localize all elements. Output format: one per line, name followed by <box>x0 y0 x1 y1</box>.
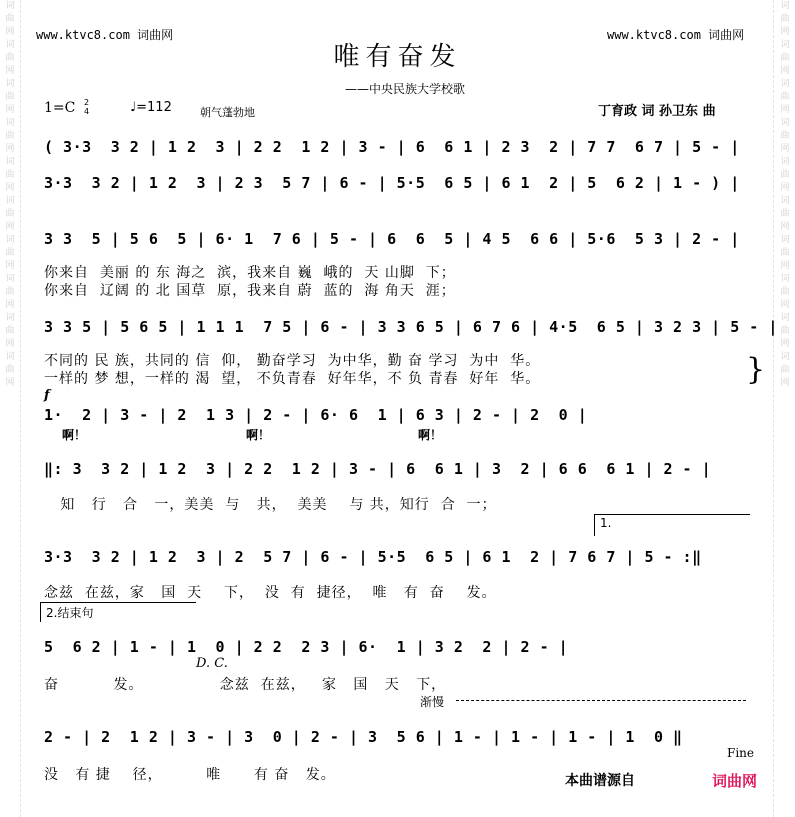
interjection-1: 啊！ <box>62 428 87 442</box>
volta-1-bracket-side <box>594 514 595 536</box>
da-capo-marking: D. C. <box>196 656 228 671</box>
watermark-left: 词曲网词曲网词曲网词曲网词曲网词曲网词曲网词曲网词曲网词曲网 <box>5 1 15 388</box>
fine-marking: Fine <box>727 746 754 760</box>
lyric-line-4b: 一样的 梦 想，一样的 渴 望， 不负青春 好年华，不 负 青春 好年 华。 <box>44 371 541 387</box>
notation-line-6: ‖: 3 3 2 | 1 2 3 | 2 2 1 2 | 3 - | 6 6 1 | 3 2 | 6 6 6 1 | 2 - | <box>44 460 712 478</box>
notation-line-8: 5 6 2 | 1 - | 1 0 | 2 2 2 3 | 6· 1 | 3 2 2 | 2 - | <box>44 638 569 656</box>
key-signature: 1=C <box>44 100 76 116</box>
lyric-line-3a: 你来自 美丽 的 东 海之 滨，我来自 巍 峨的 天 山脚 下； <box>44 265 456 281</box>
notation-line-9: 2 - | 2 1 2 | 3 - | 3 0 | 2 - | 3 5 6 | 1 - | 1 - | 1 - | 1 0 ‖ <box>44 728 683 746</box>
song-subtitle: ——中央民族大学校歌 <box>345 82 466 96</box>
lyric-line-4a: 不同的 民 族，共同的 信 仰， 勤奋学习 为中华，勤 奋 学习 为中 华。 <box>44 353 541 369</box>
notation-line-7: 3·3 3 2 | 1 2 3 | 2 5 7 | 6 - | 5·5 6 5 | 6 1 2 | 7 6 7 | 5 - :‖ <box>44 548 702 566</box>
volta-1-bracket <box>594 514 750 515</box>
dynamic-forte: f <box>44 388 50 403</box>
site-name: 词曲网 <box>708 28 745 42</box>
volta-1-label: 1. <box>600 516 612 530</box>
credits: 丁育政 词 孙卫东 曲 <box>598 104 716 119</box>
verse-brace: } <box>746 352 766 387</box>
lyric-line-7: 念兹 在兹，家 国 天 下， 没 有 捷径， 唯 有 奋 发。 <box>44 585 497 601</box>
notation-line-1: ( 3·3 3 2 | 1 2 3 | 2 2 1 2 | 3 - | 6 6 1 | 2 3 2 | 7 7 6 7 | 5 - | <box>44 138 740 156</box>
time-bottom: 4 <box>84 107 90 116</box>
margin-rule-right <box>773 0 774 817</box>
notation-line-5: 1· 2 | 3 - | 2 1 3 | 2 - | 6· 6 1 | 6 3 | 2 - | 2 0 | <box>44 406 588 424</box>
time-signature <box>84 98 89 116</box>
lyric-line-3b: 你来自 辽阔 的 北 国草 原，我来自 蔚 蓝的 海 角天 涯； <box>44 283 456 299</box>
brand-logo-text[interactable]: 词曲网 <box>712 772 758 790</box>
source-label: 本曲谱源自 <box>565 773 635 789</box>
lyric-line-6: 知 行 合 一，美美 与 共， 美美 与 共，知行 合 一； <box>44 497 497 513</box>
volta-2-label: 2.结束句 <box>46 606 94 620</box>
notation-line-4: 3 3 5 | 5 6 5 | 1 1 1 7 5 | 6 - | 3 3 6 5 | 6 7 6 | 4·5 6 5 | 3 2 3 | 5 - | <box>44 318 778 336</box>
ritardando-marking: 渐慢 <box>420 695 445 709</box>
lyric-line-8: 奋 发。 念兹 在兹， 家 国 天 下， <box>44 677 447 693</box>
margin-rule-left <box>20 0 21 817</box>
expression-marking: 朝气蓬勃地 <box>200 106 255 119</box>
ritardando-line <box>456 700 746 701</box>
site-name: 词曲网 <box>137 28 174 42</box>
interjection-2: 啊！ <box>246 428 271 442</box>
interjection-3: 啊！ <box>418 428 443 442</box>
volta-2-bracket <box>40 602 196 603</box>
volta-2-bracket-side <box>40 602 41 622</box>
lyric-line-9: 没 有 捷 径， 唯 有 奋 发。 <box>44 767 336 783</box>
time-top: 2 <box>84 98 90 107</box>
tempo-marking: ♩=112 <box>130 100 172 115</box>
notation-line-2: 3·3 3 2 | 1 2 3 | 2 3 5 7 | 6 - | 5·5 6 5 | 6 1 2 | 5 6 2 | 1 - ) | <box>44 174 740 192</box>
site-url: www.ktvc8.com <box>36 28 130 42</box>
song-title: 唯有奋发 <box>333 42 462 72</box>
notation-line-3: 3 3 5 | 5 6 5 | 6· 1 7 6 | 5 - | 6 6 5 | 4 5 6 6 | 5·6 5 3 | 2 - | <box>44 230 740 248</box>
site-url: www.ktvc8.com <box>607 28 701 42</box>
watermark-right: 词曲网词曲网词曲网词曲网词曲网词曲网词曲网词曲网词曲网词曲网 <box>780 1 790 388</box>
